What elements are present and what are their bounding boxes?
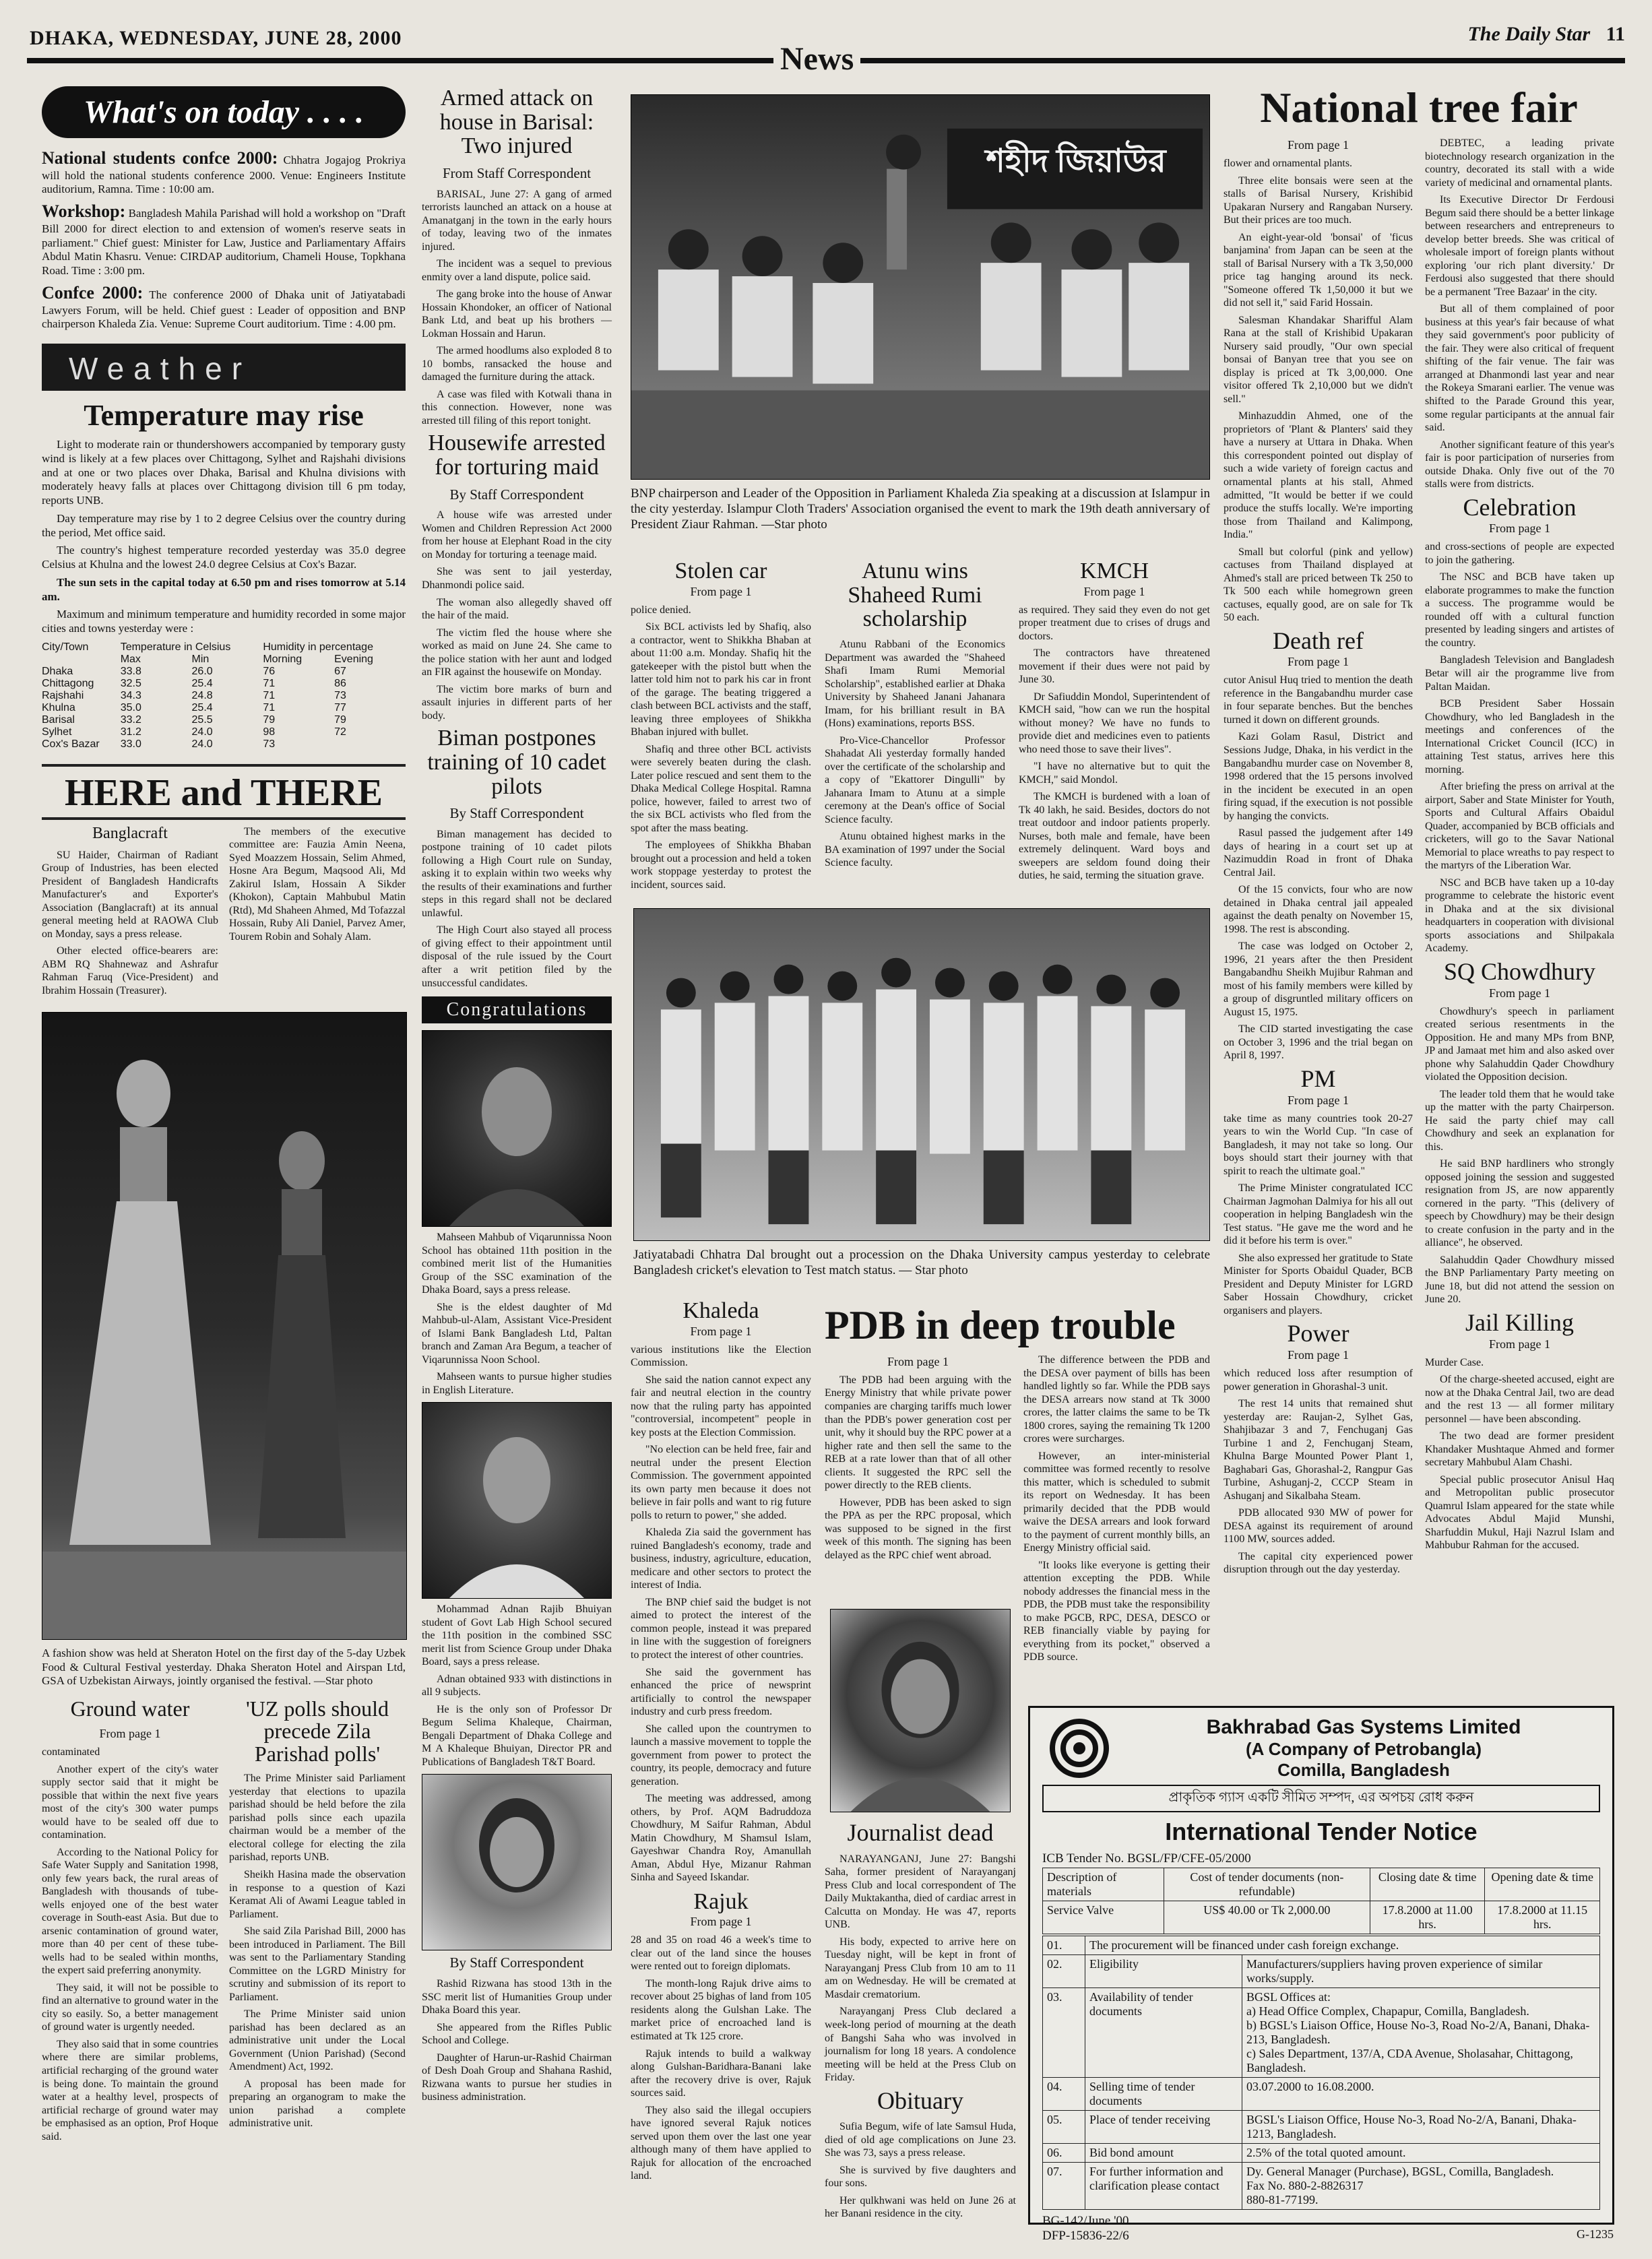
page-number: 11 — [1606, 23, 1625, 45]
sq-headline: SQ Chowdhury — [1443, 957, 1596, 985]
tender-term-cell: 03. — [1043, 1988, 1085, 2078]
tender-location: Comilla, Bangladesh — [1277, 1760, 1450, 1780]
biman-article: Biman postpones training of 10 cadet pilots By Staff Correspondent Biman management has decided to postpone training of 10 cadet pilots following a High Court rule on Sunday, asking it to explain within two weeks why the results of their examinations and further steps in this regard shall not be declared unlawful. The High Court also stayed all process of giving effect to their appointment until disposal of the rule issued by the Court after a writ petition filed by the unsuccessful candidates. — [422, 726, 612, 989]
weather-cell: 71 — [263, 677, 276, 689]
weather-cell: 86 — [334, 677, 346, 689]
tender-footer2: DFP-15836-22/6 — [1042, 2229, 1129, 2243]
whats-on-item-1: National students confce 2000: Chhatra Jogajog Prokriya will hold the national students conference 2000. Venue: Engineers Institute auditorium, Ramna. Time : 10:00 am. — [42, 148, 406, 196]
kmch-article: KMCH From page 1 as required. They said they even do not get proper treatment due to crises of drugs and doctors. The contractors have threatened movement if their dues were not paid by June 30. Dr Safiuddin Mondol, Superintendent of KMCH said, "how can we run the hospital without money? We have no funds to provide diet and medicines even to patients who need those to save their lives". "I have no alternative but to quit the KMCH," said Mondol. The KMCH is burdened with a loan of Tk 40 lakh, he said. Besides, doctors do not treat outdoor and indoor patients properly. Nurses, both male and female, have been extremely delinquent. Ward boys and sweepers are seldom found doing their duties, he said, terming the situation grave. — [1019, 559, 1210, 882]
weather-cell: 77 — [334, 701, 346, 713]
pm-headline: PM — [1300, 1064, 1336, 1092]
weather-cell: 24.0 — [191, 726, 213, 738]
power-headline: Power — [1287, 1320, 1349, 1347]
tree-fair-headline: National tree fair — [1260, 84, 1578, 131]
weather-cell: 33.8 — [120, 665, 141, 677]
ad-code: G-1235 — [1577, 2227, 1614, 2241]
portrait-adnan — [422, 1402, 612, 1599]
khaleda-caption: BNP chairperson and Leader of the Opposition in Parliament Khaleda Zia speaking at a discussion at Islampur in the city yesterday. Islampur Cloth Traders' Association organised the event to mark the 19th death anniversary of President Ziaur Rahman. —Star photo — [631, 486, 1210, 532]
portrait-rizwana — [422, 1774, 612, 1950]
weather-row — [42, 738, 406, 751]
weather-row — [42, 678, 406, 690]
weather-row — [42, 666, 406, 678]
weather-cell: 71 — [263, 689, 276, 701]
tender-term-cell: 03.07.2000 to 16.08.2000. — [1242, 2078, 1600, 2111]
masthead-date: DHAKA, WEDNESDAY, JUNE 28, 2000 — [30, 27, 402, 49]
journalist-photo — [830, 1609, 1011, 1812]
obituary-headline: Obituary — [877, 2087, 963, 2114]
tree-fair-article: National tree fair From page 1 flower and ornamental plants. Three elite bonsais were seen at the stalls of Barisal Nursery, Krishibid Upakaran Nursery and Rangaban Nursery. But their prices are too much. An eight-year-old 'bonsai' of 'ficus banjamina' from Japan can be seen at the stall of Barisal Nursery with a Tk 3,50,000 price tag hanging around its neck. "Someone offered Tk 1,50,000 it but we did not sell it," said Farid Hossain. Salesman Khandakar Sharifful Alam Rana at the stall of Krishibid Upakaran Nursery said proudly, "Our own special bonsai of Banyan tree that you see on display is priced at Tk 3,00,000. One visitor offered Tk 2,10,000 but we didn't sell." Minhazuddin Ahmed, one of the proprietors of 'Plant & Planters' said they have a nursery at Uttara in Dhaka. When this correspondent pointed out display of such a wide variety of foreign cactus and ornamental plants at his stall, Ahmed admitted, "It would be better if we could produce the stuffs locally. We're importing those from Thailand and Kalimpong, India." Small but colorful (pink and yellow) cactuses from Thailand displayed at Ahmed's stall are priced between Tk 250 to Tk 500 each while homegrown green cactuses, equally good, are on sale for Tk 50 each. Death ref From page 1 cutor Anisul Huq tried to mention the death reference in the Bangabandhu murder case in four separate benches. But the benches turned it down on different grounds. Kazi Golam Rasul, District and Sessions Judge, Dhaka, in his verdict in the Bangabandhu murder case on November 8, 1998 ordered that the 15 persons involved in the incident be executed in an open firing squad, if the execution is not possible by hanging the convicts. Rasul passed the judgement after 149 days of hearing in a court set up at Nazimuddin Road in front of Dhaka Central Jail. Of the 15 convicts, four who are now detained in Dhaka central jail appealed against the death penalty on November 15, 1998. The rest is absconding. The case was lodged on October 2, 1996, 21 years after the then President Bangabandhu Sheikh Mujibur Rahman and most of his family members were killed by a group of disgruntled military officers on August 15, 1975. The CID started investigating the case on October 3, 1996 and the trial began on April 8, 1997. PM From page 1 take time as many countries took 20-27 years to win the World Cup. "In case of Bangladesh, it may not take so long. Our boys should start their journey with that spirit to reach the ultimate goal." The Prime Minister congratulated ICC Chairman Jagmohan Dalmiya for his all out cooperation in helping Bangladesh win the Test status. "He gave me the word and he did it before his term is over." She also expressed her gratitude to State Minister for Sports Obaidul Quader, BCB President and Deputy Minister for LGRD Saber Hossain Chowdhury, cricket organisers and players. Power From page 1 which reduced loss after resumption of power generation in Ghorashal-3 unit. The rest 14 units that remained shut yesterday are: Raujan-2, Sylhet Gas, Shahjibazar 3 and 7, Fenchuganj Gas Turbine 1 and 2, Fenchuganj Steam, Khulna Barge Mounted Power Plant 1, Baghabari Gas, Ghorashal-2, Rangpur Gas Turbine, Ashuganj-2, CCCP Steam in Ashuganj and Sikalbaha Steam. PDB allocated 930 MW of power for DESA against its requirement of around 1100 MW, sources added. The capital city experienced power disruption through out the day yesterday. DEBTEC, a leading private biotechnology research organization in the country, decorated its stall with a wide variety of medicinal and ornamental plants. Its Executive Director Dr Ferdousi Begum said there should be a better linkage between researchers and entrepreneurs to develop better breeds. She was critical of wholesale import of foreign plants without exploring 'our rich plant diversity.' Dr Ferdousi also suggested that there should be a permanent 'Tree Bazaar' in the city. But all of them complained of poor business at this year's fair because of what they said government's poor publicity of the fair. They were also critical of frequent shifting of the fair venue. The fair was arranged at Dhanmondi last year and near the Rokeya Smarani earlier. The venue was shifted to the Parade Ground this year, some regular participants at the annual fair said. Another significant feature of this year's fair is poor participation of nurseries from outside Dhaka. Only five out of the 70 stalls were from districts. Celebration From page 1 and cross-sections of people are expected to join the gathering. The NSC and BCB have taken up elaborate programmes to make the function a success. The programme would be rounded off with a cultural function presented by leading singers and artistes of the country. Bangladesh Television and Bangladesh Betar will air the programme live from Paltan Maidan. BCB President Saber Hossain Chowdhury, who led Bangladesh in the meetings and conferences of the International Cricket Council (ICC) in attaining Test status, arrives here this morning. After briefing the press on arrival at the airport, Saber and State Minister for Youth, Sports and Cultural Affairs Obaidul Quader, accompanied by BCB officials and cricketers, will go to the Savar National Memorial to place wreaths to pay respect to the martyrs of the Liberation War. NSC and BCB have taken up a 10-day programme to celebrate the historic event in Dhaka and at the six divisional headquarters in cooperation with divisional sports associations and Shilpakala Academy. SQ Chowdhury From page 1 Chowdhury's speech in parliament created serious resentments in the Opposition. He and many MPs from BNP, JP and Jamaat met him and also asked over phone why Salahuddin Qader Chowdhury violated the Opposition decision. The leader told them that he would take up the matter with the party Chairperson. He said the party chief may call Chowdhury and seek an explanation for this. He said BNP hardliners who strongly opposed joining the session and suggested resignation from JS, are now apparently cornered in the party. "This (delivery of speech by Chowdhury) may be their design to create confusion in the party and in the alliance", he observed. Salahuddin Qader Chowdhury missed the BNP Parliamentary Party meeting on June 18, but did not attend the session on June 20. Jail Killing From page 1 Murder Case. Of the charge-sheeted accused, eight are now at the Dhaka Central Jail, two are dead and the rest 13 — all former military personnel — have been absconding. The two dead are former president Khandaker Mushtaque Ahmed and former secretary Mahbubul Alam Chashi. Special public prosecutor Anisul Haq and Metropolitan public prosecutor Quamrul Islam appeared for the state while Advocates Abdul Majid Munshi, Sharfuddin Mukul, Haji Nazrul Islam and Mahbubur Rahman for the accused. — [1224, 84, 1614, 1576]
weather-cell: 24.8 — [191, 689, 213, 701]
weather-table: City/Town Temperature in Celsius Humidity in percentage Max Min Morning Evening Dhaka 33.8 26.0 76 67 Chittagong 32.5 25.4 71 86 Rajshahi 34.3 24.8 71 73 Khulna 35.0 25.4 71 77 Barisal 33.2 25.5 79 79 Sylhet 31.2 24.0 98 72 Cox's Bazar 33.0 24.0 73 — [42, 641, 406, 751]
khaleda-photo — [631, 94, 1210, 480]
khaleda-article: Khaleda From page 1 various institutions like the Election Commission. She said the nation cannot expect any fair and neutral election in the country now that the ruling party has appointed "controversial, incompetent" people in key posts at the Election Commission. "No election can be held free, fair and neutral under the present Election Commission. The government appointed its own party men because it does not believe in fair polls and want to rig future polls to return to power," she added. Khaleda Zia said the government has ruined Bangladesh's economy, trade and business, industry, agriculture, education, medicare and other sectors to protect the interest of India. The BNP chief said the budget is not aimed to protect the interest of the common people, instead it was prepared in line with the suggestion of foreigners to protect the interest of other countries. She said the government has enhanced the price of newsprint artificially to control the newspaper industry and curb press freedom. She called upon the countrymen to launch a massive movement to topple the government from power to protect the country, its people, democracy and future generation. The meeting was addressed, among others, by Prof. AQM Badruddoza Chowdhury, M Saifur Rahman, Abdul Matin Chowdhury, M Shamsul Islam, Gayeshwar Chandra Roy, Amanullah Aman, Abdul Hye, Mizanur Rahman Sinha and Sayeed Iskandar. Rajuk From page 1 28 and 35 on road 46 a week's time to clear out of the land since the houses were rented out to foreign diplomats. The month-long Rajuk drive aims to recover about 25 bighas of land from 105 residents along the Gulshan Lake. The market price of encroached land is estimated at Tk 125 crore. Rajuk intends to build a walkway along Gulshan-Baridhara-Banani lake after the recovery drive is over, Rajuk sources said. They also said the illegal occupiers have ignored several Rajuk notices served upon them over the last one year although many of them have applied to Rajuk for allocation of the encroached land. — [631, 1298, 811, 2182]
congrats-mahseen: Mahseen Mahbub of Viqarunnissa Noon School has obtained 11th position in the combined merit list of the Humanities Group of the SSC examination of the Dhaka Board, says a press release. She is the eldest daughter of Md Mahbub-ul-Alam, Assistant Vice-President of Islami Bank Bangladesh Ltd, Paltan branch and Zaman Ara Begum, a teacher of Viqarunnissa Noon School. Mahseen wants to pursue higher studies in English Literature. — [422, 1232, 612, 1396]
uz-polls-article: 'UZ polls should precede Zila Parishad polls' The Prime Minister said Parliament yesterday that elections to upazila parishad should be held before the zila parishad polls since each upazila chairman would be a member of the electoral college for electing the zila parishad, reports UNB. Sheikh Hasina made the observation in response to a question of Kazi Keramat Ali of Awami League tabled in Parliament. She said Zila Parishad Bill, 2000 has been introduced in Parliament. The Bill was sent to the Parliamentary Standing Committee on the LGRD Ministry for scrutiny and submission of its report to Parliament. The Prime Minister said union parishad has been declared as an administrative unit under the Local Government (Union Parishad) (Second Amendment) Act, 1992. A proposal has been made for preparing an organogram to make the union parishad a complete administrative unit. — [229, 1696, 406, 2130]
tender-term-row — [1043, 2163, 1600, 2210]
tender-term-cell: 01. — [1043, 1936, 1085, 1955]
section-label: News — [773, 40, 860, 77]
tender-term-cell: 2.5% of the total quoted amount. — [1242, 2144, 1600, 2163]
whats-on-list — [42, 148, 406, 331]
celebration-headline: Celebration — [1463, 493, 1577, 521]
tender-term-cell: 04. — [1043, 2078, 1085, 2111]
tender-company2: (A Company of Petrobangla) — [1245, 1739, 1482, 1759]
weather-cell — [334, 738, 406, 751]
weather-cell: 73 — [334, 689, 346, 701]
weather-row — [42, 690, 406, 702]
stolen-car-article: Stolen car From page 1 police denied. Six BCL activists led by Shafiq, also a contractor, went to Shikkha Bhaban at about 11:00 a.m. Monday. Shafiq hit the gatekeeper with the pistol butt when the latter told him not to park his car in front of the garage. The beating triggered a clash between BCL activists and the staff, leaving three employees of Shikkha Bhaban injured with bullet. Shafiq and three other BCL activists were severely beaten during the clash. Later police rescued and sent them to the Dhaka Medical College Hospital. Ramna police, however, failed to arrest two of the six BCL activists who fled from the spot after the mass beating. The employees of Shikkha Bhaban brought out a procession and held a token work stoppage yesterday to protest the incident, sources said. — [631, 559, 811, 891]
tender-term-cell: Bid bond amount — [1085, 2144, 1242, 2163]
housewife-article: Housewife arrested for torturing maid By Staff Correspondent A house wife was arrested under Women and Children Repression Act 2000 from her house at Elephant Road in the city on Monday for torturing a teenage maid. She was sent to jail yesterday, Dhanmondi police said. The woman also allegedly shaved off the hair of the maid. The victim fled the house where she worked as maid on June 24. She came to the police station with her aunt and lodged an FIR against the housewife on Monday. The victim bore marks of burn and assault injuries in different parts of her body. — [422, 431, 612, 722]
congrats-title: Congratulations — [422, 996, 612, 1023]
weather-cell: 67 — [334, 665, 346, 677]
weather-cell: 32.5 — [120, 677, 141, 689]
tender-term-cell: Manufacturers/suppliers having proven experience of similar works/supply. — [1242, 1955, 1600, 1988]
tender-term-cell: 05. — [1043, 2111, 1085, 2144]
column-2 — [422, 86, 612, 2108]
weather-cell: 33.2 — [120, 713, 141, 726]
fashion-photo — [42, 1012, 407, 1640]
portrait-rizwana-image — [422, 1775, 611, 1950]
whats-on-title: What's on today . . . . — [42, 86, 406, 138]
tender-ref: ICB Tender No. BGSL/FP/CFE-05/2000 — [1042, 1851, 1251, 1866]
weather-cell: 71 — [263, 701, 276, 713]
weather-row — [42, 714, 406, 726]
jcd-photo-image — [634, 909, 1209, 1240]
weather-cell: Chittagong — [42, 677, 94, 689]
weather-cell: Barisal — [42, 713, 75, 726]
portrait-mahseen-image — [422, 1031, 611, 1226]
tender-footer1: BG-142/June '00 — [1042, 2214, 1129, 2228]
weather-cell: 31.2 — [120, 726, 141, 738]
whats-on-item-2: Workshop: Bangladesh Mahila Parishad will hold a workshop on "Draft Bill 2000 for direct election to and extension of women's reserve seats in parliament." Chief guest: Minister for Law, Justice and Parliamentary Affairs Abdul Matin Khasru. Venue: CIRDAP auditorium, Chameli House, Topkhana Road. Time : 3:00 pm. — [42, 201, 406, 278]
tender-term-row — [1043, 2144, 1600, 2163]
death-ref-headline: Death ref — [1273, 627, 1364, 654]
jail-headline: Jail Killing — [1465, 1308, 1574, 1336]
congrats-adnan: Mohammad Adnan Rajib Bhuiyan student of Govt Lab High School secured the 11th position in the combined SSC merit list from Science Group under Dhaka Board, says a press release. Adnan obtained 933 with distinctions in all 9 subjects. He is the only son of Professor Dr Begum Selima Khaleque, Chairman, Bengali Department of Dhaka College and M A Khaleque Bhuiyan, Director PR and Publications of Bangladesh T&T Board. — [422, 1603, 612, 1768]
whats-on-item-3: Confce 2000: The conference 2000 of Dhaka unit of Jatiyatabadi Lawyers Forum, will be held. Chief guest : Leader of opposition and BNP chairperson Khaleda Zia. Venue: Supreme Court auditorium. Time : 4.00 pm. — [42, 282, 406, 331]
portrait-mahseen — [422, 1030, 612, 1227]
column-1 — [42, 86, 406, 2147]
weather-cell: 73 — [263, 738, 276, 750]
tender-term-row — [1043, 2111, 1600, 2144]
tender-term-row — [1043, 2078, 1600, 2111]
banner-text: শহীদ জিয়াউর — [986, 144, 1166, 179]
here-there-sub: Banglacraft — [92, 824, 168, 842]
weather-cell: 98 — [263, 726, 276, 738]
tender-term-cell: Dy. General Manager (Purchase), BGSL, Comilla, Bangladesh. Fax No. 880-2-8826317 880-81-77199. — [1242, 2163, 1600, 2210]
tender-term-cell: Availability of tender documents — [1085, 1988, 1242, 2078]
weather-row — [42, 702, 406, 714]
weather-cell: 79 — [334, 713, 346, 726]
rajuk-headline: Rajuk — [693, 1888, 749, 1914]
weather-cell: Rajshahi — [42, 689, 84, 701]
weather-body: Light to moderate rain or thundershowers accompanied by temporary gusty wind is likely at a few places over Chittagong, Sylhet and Rajshahi divisions and at one or two places over Dhaka, Barisal and Khulna divisions with moderately heavy falls at places over Chittagong division till 6 pm today, reports UNB. Day temperature may rise by 1 to 2 degree Celsius over the country during the period, Met office said. The country's highest temperature recorded yesterday was 35.0 degree Celsius at Khulna and the lowest 24.0 degree Celsius at Cox's Bazar. The sun sets in the capital today at 6.50 pm and rises tomorrow at 5.14 am. Maximum and minimum temperature and humidity recorded in some major cities and towns yesterday were : — [42, 438, 406, 635]
weather-cell: Sylhet — [42, 726, 72, 738]
tender-company: Bakhrabad Gas Systems Limited — [1206, 1716, 1521, 1738]
weather-cell: 33.0 — [120, 738, 141, 750]
pdb-article: PDB in deep trouble From page 1 The PDB had been arguing with the Energy Ministry that while private power companies are charging tariffs much lower than the PDB's power generation cost per unit, why it should buy the RPC power at a higher rate and then sell the same to the REB at a rate lower than that of all other clients. It suggested the RPC sell the power directly to the REB clients. However, PDB has been asked to sign the PPA as per the RPC proposal, which was supposed to be signed in the first week of this month. The signing has been delayed as the RPC chief went abroad. The difference between the PDB and the DESA over payment of bills has been handled lightly so far. While the PDB says the DESA arrears now stand at Tk 3000 crores, the latter claims the same to be Tk 1800 crores, saying the remaining Tk 1200 crores were surcharges. However, an inter-ministerial committee was formed recently to resolve this matter, which is scheduled to submit its report on Wednesday. It has been primarily decided that the PDB would waive the DESA arrears and look forward to the payment of current monthly bills, an Energy Ministry official said. "It looks like everyone is getting their attention excepting the PDB. While nobody addresses the financial mess in the PDB, the PDB must take the responsibility to make PGCB, RPC, DESA, DESCO or REB financially viable by paying for everything from its pocket," observed a PDB source. — [825, 1303, 1210, 1663]
ground-water-article: Ground water From page 1 contaminated Another expert of the city's water supply sector said that it might be possible that within the next five years most of the city's 300 water pumps would have to be sealed off due to contamination. According to the National Policy for Safe Water Supply and Sanitation 1998, only few years back, the rural areas of Bangladesh with thousands of tube-wells enjoyed one of the best water coverage in South-east Asia. But due to arsenic contamination of ground water, more than 40 per cent of these tube-wells had to be sealed within months, the expert said preferring anonymity. They said, it will not be possible to find an alternative to ground water in the city so easily. So, a better management of ground water is urgently needed. They also said that in some countries where there are similar problems, artificial recharging of the ground water is being done. To maintain the ground water at a healthy level, prospects of artificial recharge of ground water may be emphasised as an option, Prof Hoque said. — [42, 1696, 218, 2142]
tender-term-cell: The procurement will be financed under cash foreign exchange. — [1085, 1936, 1600, 1955]
weather-cell: 79 — [263, 713, 276, 726]
here-there-title: HERE and THERE — [64, 771, 383, 814]
tender-term-cell: Selling time of tender documents — [1085, 2078, 1242, 2111]
tender-term-cell: BGSL's Liaison Office, House No-3, Road No-2/A, Banani, Dhaka-1213, Bangladesh. — [1242, 2111, 1600, 2144]
weather-row — [42, 726, 406, 738]
journalist-article: Journalist dead NARAYANGANJ, June 27: Bangshi Saha, former president of Narayanganj Press Club and local correspondent of The Daily Muktakantha, died of cardiac arrest in Calcutta on Monday. He was 47, reports UNB. His body, expected to arrive here on Tuesday night, will be kept in front of Narayanganj Press Club from 10 am to 11 am on Wednesday. He will be cremated at Masdair crematorium. Narayanganj Press Club declared a week-long period of mourning at the death of Bangshi Saha who was involved in journalism for long 18 years. A condolence meeting will be held at the Press Club on Friday. Obituary Sufia Begum, wife of late Samsul Huda, died of old age complications on June 23. She was 73, says a press release. She is survived by five daughters and four sons. Her qulkhwani was held on June 26 at her Banani residence in the city. — [825, 1819, 1016, 2220]
weather-rows — [42, 666, 406, 751]
tender-term-row — [1043, 1955, 1600, 1988]
paper-name: The Daily Star — [1467, 23, 1591, 45]
tender-bengali-slogan: প্রাকৃতিক গ্যাস একটি সীমিত সম্পদ, এর অপচয় রোধ করুন — [1042, 1785, 1600, 1812]
jcd-caption: Jatiyatabadi Chhatra Dal brought out a procession on the Dhaka University campus yesterday to celebrate Bangladesh cricket's elevation to Test match status. — Star photo — [633, 1248, 1210, 1277]
atunu-article: Atunu wins Shaheed Rumi scholarship Atunu Rabbani of the Economics Department was awarded the "Shaheed Shafi Imam Rumi Memorial Scholarship", established earlier at Dhaka University by Shaheed Janani Jahanara Imam, for his brilliant result in BA (Hons) examinations, reports BSS. Pro-Vice-Chancellor Professor Shahadat Ali yesterday formally handed over the certificate of the scholarship and a copy of "Ekattorer Dingulli" by Jahanara Imam to Atunu at a simple ceremony at the Dean's office of Social Science faculty. Atunu obtained highest marks in the BA examination of 1997 under the Social Science faculty. — [825, 559, 1005, 869]
tender-term-cell: 02. — [1043, 1955, 1085, 1988]
weather-cell: 25.4 — [191, 701, 213, 713]
tender-table: Description of materials Cost of tender documents (non-refundable) Closing date & time Opening date & time Service Valve US$ 40.00 or Tk 2,000.00 17.8.2000 at 11.00 hrs. 17.8.2000 at 11.15 hrs. — [1042, 1868, 1600, 1934]
jcd-photo — [633, 908, 1210, 1241]
tender-terms — [1042, 1936, 1600, 2210]
weather-cell: 26.0 — [191, 665, 213, 677]
tender-term-cell: 07. — [1043, 2163, 1085, 2210]
weather-cell: Cox's Bazar — [42, 738, 100, 750]
masthead-paper — [1467, 23, 1625, 46]
journalist-photo-image — [831, 1610, 1010, 1812]
weather-cell: 24.0 — [191, 738, 213, 750]
bgsl-logo-icon — [1042, 1718, 1116, 1779]
portrait-adnan-image — [422, 1403, 611, 1598]
tender-term-cell: Eligibility — [1085, 1955, 1242, 1988]
weather-label: Weather — [42, 344, 406, 391]
bottom-col1-articles — [42, 1698, 406, 2148]
barisal-article: Armed attack on house in Barisal: Two injured From Staff Correspondent BARISAL, June 27: A gang of armed terrorists launched an attack on a house at Amanatganj in the town in the early hours of today, leaving two of the inmates injured. The incident was a sequel to previous enmity over a land dispute, police said. The gang broke into the house of Anwar Hossain Khondoker, an officer of National Bank Ltd, and beat up his brothers — Lokman Hossain and Harun. The armed hoodlums also exploded 8 to 10 bombs, ransacked the house and damaged the furniture during the attack. A case was filed with Kotwali thana in this connection. However, none was arrested till filing of this report tonight. — [422, 86, 612, 426]
tender-term-cell: Place of tender receiving — [1085, 2111, 1242, 2144]
weather-cell: Dhaka — [42, 665, 73, 677]
weather-headline: Temperature may rise — [84, 399, 364, 433]
weather-cell: 34.3 — [120, 689, 141, 701]
tender-title: International Tender Notice — [1165, 1818, 1478, 1845]
tender-term-row — [1043, 1988, 1600, 2078]
fashion-caption: A fashion show was held at Sheraton Hotel on the first day of the 5-day Uzbek Food & Cultural Festival yesterday. Dhaka Sheraton Hotel and Airspan Ltd, GSA of Uzbekistan Airways, jointly organised the festival. —Star photo — [42, 1647, 406, 1688]
weather-cell: 35.0 — [120, 701, 141, 713]
tender-term-cell: For further information and clarification please contact — [1085, 2163, 1242, 2210]
here-there-body: Banglacraft SU Haider, Chairman of Radiant Group of Industries, has been elected President of Bangladesh Handicrafts Manufacturer's and Exporter's Association (Banglacraft) at its annual general meeting held at RAOWA Club on Monday, says a press release. Other elected office-bearers are: ABM RQ Shahnewaz and Ashrafur Rahman Faruq (Vice-President) and Ibrahim Hossain (Treasurer). The members of the executive committee are: Fauzia Amin Neena, Syed Moazzem Hossain, Selim Ahmed, Hosne Ara Begum, Maqsood Ali, Md Zakirul Islam, Hossain A Sikder (Khokon), Captain Mahbubul Matin (Rtd), Md Shaheen Ahmed, Md Tofazzal Hossain, Ruby Ali Daniel, Parvez Amer, Tourem Robin and Sohaly Alam. — [42, 824, 406, 996]
weather-cell: 25.4 — [191, 677, 213, 689]
congrats-rizwana: By Staff Correspondent Rashid Rizwana has stood 13th in the SSC merit list of Humanities Group under Dhaka Board this year. She appeared from the Rifles Public School and College. Daughter of Harun-ur-Rashid Chairman of Desh Doah Group and Shahana Rashid, Rizwana wants to pursue her studies in business administration. — [422, 1954, 612, 2103]
weather-cell: 76 — [263, 665, 276, 677]
tender-term-cell: 06. — [1043, 2144, 1085, 2163]
weather-cell: 72 — [334, 726, 346, 738]
tender-term-row — [1043, 1936, 1600, 1955]
tender-term-cell: BGSL Offices at: a) Head Office Complex, Chapapur, Comilla, Bangladesh. b) BGSL's Liaison Office, House No-3, Road No-2/A, Banani, Dhaka-213, Bangladesh. c) Sales Department, 137/A, CDA Avenue, Sholasahar, Chittagong, Bangladesh. — [1242, 1988, 1600, 2078]
weather-cell: 25.5 — [191, 713, 213, 726]
weather-cell: Khulna — [42, 701, 75, 713]
pdb-headline: PDB in deep trouble — [825, 1303, 1176, 1347]
fashion-photo-image — [42, 1013, 406, 1639]
